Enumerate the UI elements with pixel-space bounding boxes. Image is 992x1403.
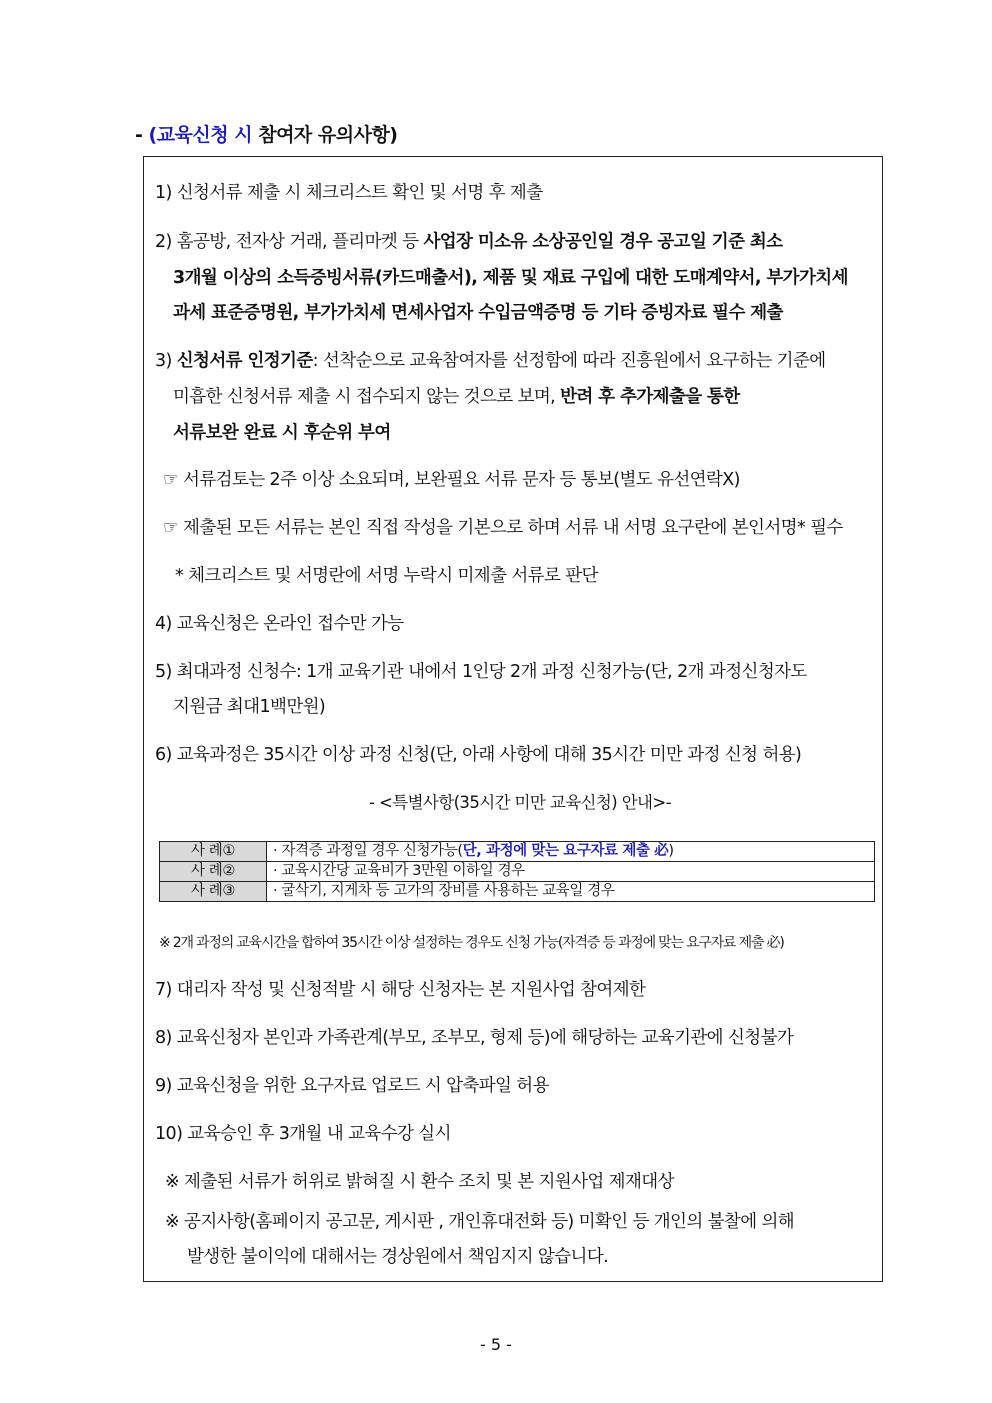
item-3-bold-2: 반려 후 추가제출을 통한 <box>560 387 740 407</box>
warning-false-docs: ※ 제출된 서류가 허위로 밝혀질 시 환수 조치 및 본 지원사업 제재대상 <box>165 1172 674 1192</box>
item-3-line-2 <box>173 383 740 408</box>
item-1: 1) 신청서류 제출 시 체크리스트 확인 및 서명 후 제출 <box>155 183 543 203</box>
heading-blue-text: (교육신청 시 <box>148 124 253 146</box>
section-heading <box>135 120 398 147</box>
case-tail: ) <box>668 843 674 859</box>
case-label: 사 례③ <box>160 882 267 902</box>
table-row <box>160 882 875 902</box>
item-2-line-1 <box>155 228 783 253</box>
note-checklist: * 체크리스트 및 서명란에 서명 누락시 미제출 서류로 판단 <box>175 566 598 586</box>
item-2-bold: 사업장 미소유 소상공인일 경우 공고일 기준 최소 <box>423 232 783 252</box>
item-3-text: : 선착순으로 교육참여자를 선정함에 따라 진흥원에서 요구하는 기준에 <box>312 351 826 371</box>
note-signature: ☞ 제출된 모든 서류는 본인 직접 작성을 기본으로 하며 서류 내 서명 요구란에 본인서명* 필수 <box>163 518 843 538</box>
item-9: 9) 교육신청을 위한 요구자료 업로드 시 압축파일 허용 <box>155 1076 549 1096</box>
table-row <box>160 842 875 862</box>
case-desc: · 자격증 과정일 경우 신청가능( <box>273 843 463 859</box>
item-2-line-3: 과세 표준증명원, 부가가치세 면세사업자 수입금액증명 등 기타 증빙자료 필수 제출 <box>173 303 783 323</box>
item-3-num: 3) <box>155 351 177 371</box>
item-3-line-1 <box>155 347 826 372</box>
item-6: 6) 교육과정은 35시간 이상 과정 신청(단, 아래 사항에 대해 35시간 미만 과정 신청 허용) <box>155 745 802 765</box>
note-combined-hours: ※ 2개 과정의 교육시간을 합하여 35시간 이상 설정하는 경우도 신청 가능(자격증 등 과정에 맞는 요구자료 제출 必) <box>159 935 784 951</box>
item-5-line-2: 지원금 최대1백만원) <box>173 697 326 717</box>
case-label: 사 례② <box>160 862 267 882</box>
heading-dash: - <box>135 124 149 146</box>
item-5-line-1: 5) 최대과정 신청수: 1개 교육기관 내에서 1인당 2개 과정 신청가능(단, 2개 과정신청자도 <box>155 662 807 682</box>
item-7: 7) 대리자 작성 및 신청적발 시 해당 신청자는 본 지원사업 참여제한 <box>155 980 646 1000</box>
special-title: - <특별사항(35시간 미만 교육신청) 안내>- <box>369 793 671 812</box>
case-text: · 굴삭기, 지게차 등 고가의 장비를 사용하는 교육일 경우 <box>267 882 875 902</box>
case-label: 사 례① <box>160 842 267 862</box>
warning-notice-line-2: 발생한 불이익에 대해서는 경상원에서 책임지지 않습니다. <box>187 1247 609 1267</box>
item-3-text-2: 미흡한 신청서류 제출 시 접수되지 않는 것으로 보며, <box>173 387 561 407</box>
item-2-prefix: 2) 홈공방, 전자상 거래, 플리마켓 등 <box>155 232 424 252</box>
item-3-line-3: 서류보완 완료 시 후순위 부여 <box>173 423 391 443</box>
page-number: - 5 - <box>480 1335 512 1354</box>
case-emphasis: 단, 과정에 맞는 요구자료 제출 必 <box>462 843 669 859</box>
item-10: 10) 교육승인 후 3개월 내 교육수강 실시 <box>155 1124 451 1144</box>
case-text: · 교육시간당 교육비가 3만원 이하일 경우 <box>267 862 875 882</box>
item-2-line-2: 3개월 이상의 소득증빙서류(카드매출서), 제품 및 재료 구입에 대한 도매계약서, 부가가치세 <box>173 268 848 288</box>
case-text <box>267 842 875 862</box>
item-4: 4) 교육신청은 온라인 접수만 가능 <box>155 614 404 634</box>
item-3-bold-label: 신청서류 인정기준 <box>176 351 313 371</box>
warning-notice-line-1: ※ 공지사항(홈페이지 공고문, 게시판 , 개인휴대전화 등) 미확인 등 개인의 불찰에 의해 <box>165 1212 795 1232</box>
note-review-time: ☞ 서류검토는 2주 이상 소요되며, 보완필요 서류 문자 등 통보(별도 유선연락X) <box>163 470 740 490</box>
cases-table <box>159 841 875 902</box>
table-row <box>160 862 875 882</box>
notice-box <box>143 156 883 1282</box>
item-8: 8) 교육신청자 본인과 가족관계(부모, 조부모, 형제 등)에 해당하는 교육기관에 신청불가 <box>155 1028 794 1048</box>
heading-black-text: 참여자 유의사항) <box>252 124 398 146</box>
